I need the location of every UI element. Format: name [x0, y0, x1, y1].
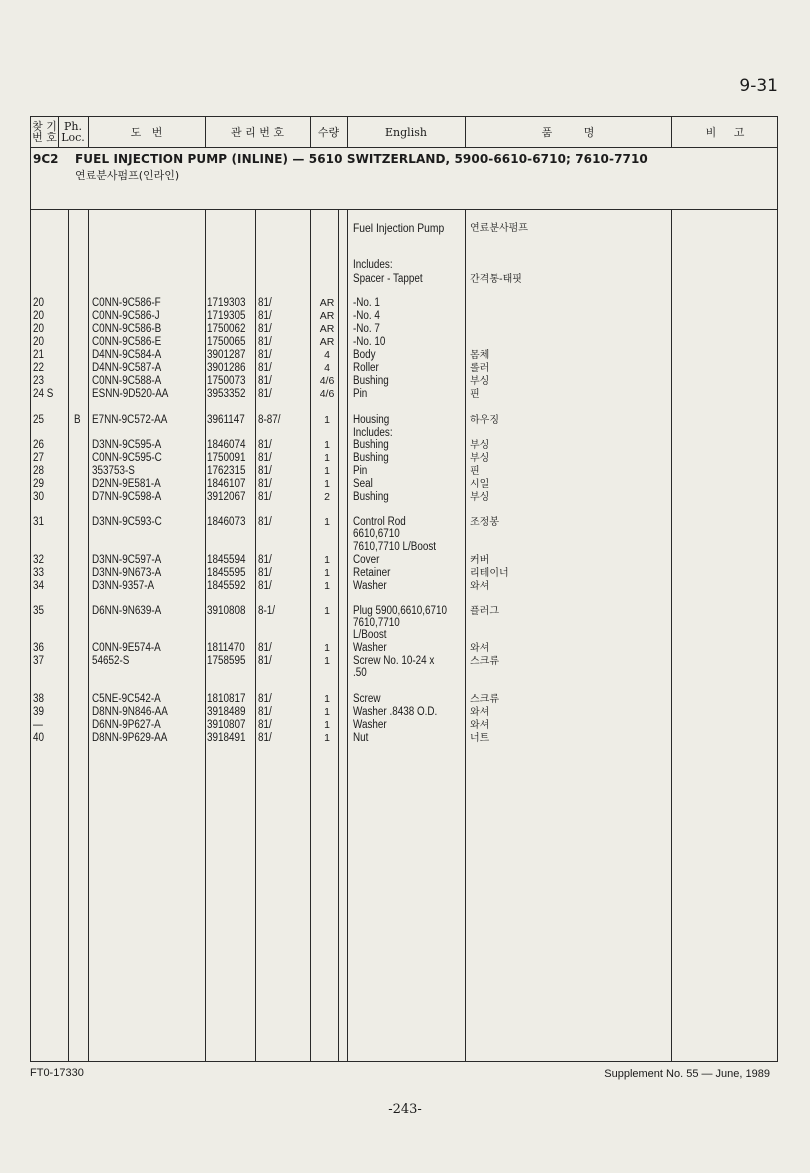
- cell-ref-no: 33: [33, 567, 45, 579]
- cell-korean-name: 연료분사펌프: [470, 223, 528, 234]
- cell-date-code: 81/: [258, 388, 272, 400]
- page-number: 9-31: [739, 76, 778, 96]
- cell-korean-name: 하우징: [470, 415, 499, 426]
- section-divider: [31, 209, 777, 210]
- parts-table: [30, 116, 778, 1062]
- cell-korean-name: 시일: [470, 479, 490, 490]
- cell-ref-no: 29: [33, 478, 45, 490]
- cell-date-code: 81/: [258, 516, 272, 528]
- cell-quantity: 4/6: [319, 388, 335, 400]
- cell-korean-name: 부싱: [470, 453, 490, 464]
- cell-part-number: D7NN-9C598-A: [92, 491, 162, 503]
- cell-part-number: C0NN-9C586-E: [92, 336, 162, 348]
- cell-mgmt-number: 3910807: [207, 719, 246, 731]
- cell-english-name: Bushing: [353, 439, 389, 451]
- cell-mgmt-number: 1750065: [207, 336, 246, 348]
- cell-ref-no: 27: [33, 452, 45, 464]
- cell-date-code: 8-87/: [258, 414, 281, 426]
- cell-date-code: 81/: [258, 297, 272, 309]
- cell-date-code: 81/: [258, 642, 272, 654]
- cell-korean-name: 부싱: [470, 376, 490, 387]
- cell-english-name: Spacer - Tappet: [353, 273, 423, 285]
- cell-english-name: 7610,7710: [353, 617, 400, 629]
- cell-mgmt-number: 3901286: [207, 362, 246, 374]
- cell-english-name: Pin: [353, 388, 368, 400]
- cell-ref-no: 30: [33, 491, 45, 503]
- col-line: [255, 209, 256, 1061]
- section-code: 9C2: [33, 152, 59, 166]
- cell-quantity: 4: [324, 349, 330, 361]
- cell-ref-no: 40: [33, 732, 45, 744]
- cell-quantity: 1: [324, 516, 330, 528]
- cell-ref-no: 26: [33, 439, 45, 451]
- cell-korean-name: 스크류: [470, 694, 499, 705]
- header-ref-no: 찾 기 번 호: [32, 120, 57, 144]
- cell-date-code: 81/: [258, 323, 272, 335]
- cell-part-number: 54652-S: [92, 655, 130, 667]
- cell-date-code: 81/: [258, 478, 272, 490]
- cell-quantity: 2: [324, 491, 330, 503]
- cell-english-name: -No. 10: [353, 336, 386, 348]
- cell-korean-name: 와셔: [470, 581, 490, 592]
- section-title: FUEL INJECTION PUMP (INLINE) — 5610 SWITZERLAND, 5900-6610-6710; 7610-7710: [75, 152, 648, 166]
- cell-ref-no: 36: [33, 642, 45, 654]
- cell-ref-no: 38: [33, 693, 45, 705]
- cell-ref-no: 32: [33, 554, 45, 566]
- cell-korean-name: 핀: [470, 389, 480, 400]
- cell-part-number: E7NN-9C572-AA: [92, 414, 168, 426]
- cell-date-code: 81/: [258, 439, 272, 451]
- header-korean-name: 품 명: [541, 125, 595, 139]
- cell-english-name: .50: [353, 667, 367, 679]
- cell-english-name: Body: [353, 349, 376, 361]
- cell-english-name: Bushing: [353, 375, 389, 387]
- cell-date-code: 81/: [258, 465, 272, 477]
- cell-part-number: C0NN-9C586-B: [92, 323, 162, 335]
- cell-quantity: 1: [324, 655, 330, 667]
- cell-english-name: Washer: [353, 580, 387, 592]
- cell-date-code: 81/: [258, 554, 272, 566]
- header-mgmt-no: 관 리 번 호: [231, 125, 284, 139]
- cell-ph-loc: B: [74, 414, 81, 426]
- cell-mgmt-number: 1846073: [207, 516, 246, 528]
- cell-english-name: 7610,7710 L/Boost: [353, 541, 437, 553]
- cell-quantity: 1: [324, 693, 330, 705]
- cell-korean-name: 몸체: [470, 350, 490, 361]
- cell-ref-no: 31: [33, 516, 45, 528]
- cell-ref-no: —: [33, 719, 43, 731]
- cell-english-name: -No. 7: [353, 323, 380, 335]
- cell-korean-name: 와셔: [470, 707, 490, 718]
- cell-mgmt-number: 1811470: [207, 642, 245, 654]
- cell-part-number: D8NN-9P629-AA: [92, 732, 168, 744]
- header-drawing-no: 도 번: [130, 125, 163, 139]
- cell-ref-no: 37: [33, 655, 45, 667]
- cell-part-number: D3NN-9C597-A: [92, 554, 162, 566]
- header-ph-loc: Ph. Loc.: [61, 120, 85, 144]
- col-line: [205, 209, 206, 1061]
- cell-mgmt-number: 1845594: [207, 554, 246, 566]
- cell-english-name: Retainer: [353, 567, 391, 579]
- cell-part-number: C0NN-9C588-A: [92, 375, 162, 387]
- cell-english-name: Includes:: [353, 427, 393, 439]
- cell-english-name: Fuel Injection Pump: [353, 221, 445, 235]
- cell-quantity: 1: [324, 478, 330, 490]
- cell-quantity: 1: [324, 580, 330, 592]
- cell-english-name: Seal: [353, 478, 373, 490]
- cell-korean-name: 플러그: [470, 606, 499, 617]
- cell-ref-no: 34: [33, 580, 45, 592]
- col-line: [465, 209, 466, 1061]
- cell-mgmt-number: 3918491: [207, 732, 246, 744]
- cell-english-name: L/Boost: [353, 629, 387, 641]
- cell-english-name: Washer .8438 O.D.: [353, 706, 438, 718]
- cell-part-number: D6NN-9N639-A: [92, 605, 162, 617]
- cell-korean-name: 부싱: [470, 492, 490, 503]
- cell-mgmt-number: 1719303: [207, 297, 246, 309]
- cell-mgmt-number: 3901287: [207, 349, 246, 361]
- cell-part-number: D6NN-9P627-A: [92, 719, 161, 731]
- cell-date-code: 81/: [258, 732, 272, 744]
- cell-mgmt-number: 1762315: [207, 465, 246, 477]
- cell-part-number: D3NN-9C595-A: [92, 439, 162, 451]
- cell-quantity: 1: [324, 439, 330, 451]
- cell-quantity: 1: [324, 605, 330, 617]
- cell-quantity: 1: [324, 414, 330, 426]
- cell-quantity: 1: [324, 567, 330, 579]
- header-divider: [31, 147, 777, 148]
- cell-mgmt-number: 1845592: [207, 580, 246, 592]
- cell-english-name: Nut: [353, 732, 369, 744]
- cell-mgmt-number: 1845595: [207, 567, 246, 579]
- cell-english-name: Bushing: [353, 452, 389, 464]
- cell-date-code: 81/: [258, 452, 272, 464]
- cell-korean-name: 와셔: [470, 720, 490, 731]
- cell-ref-no: 20: [33, 297, 45, 309]
- cell-korean-name: 핀: [470, 466, 480, 477]
- cell-ref-no: 22: [33, 362, 45, 374]
- cell-english-name: Cover: [353, 554, 380, 566]
- cell-ref-no: 20: [33, 323, 45, 335]
- col-line: [310, 209, 311, 1061]
- cell-part-number: 353753-S: [92, 465, 135, 477]
- footer-page-number: -243-: [388, 1102, 422, 1117]
- cell-part-number: D3NN-9357-A: [92, 580, 155, 592]
- cell-ref-no: 21: [33, 349, 45, 361]
- cell-english-name: Control Rod: [353, 516, 406, 528]
- col-line: [671, 209, 672, 1061]
- col-line: [68, 209, 69, 1061]
- cell-part-number: D4NN-9C584-A: [92, 349, 162, 361]
- footer-code: FT0-17330: [30, 1067, 84, 1079]
- cell-part-number: D8NN-9N846-AA: [92, 706, 168, 718]
- cell-english-name: -No. 1: [353, 297, 380, 309]
- cell-quantity: AR: [319, 310, 335, 322]
- cell-korean-name: 커버: [470, 555, 490, 566]
- cell-mgmt-number: 1719305: [207, 310, 246, 322]
- cell-part-number: ESNN-9D520-AA: [92, 388, 169, 400]
- cell-quantity: 1: [324, 706, 330, 718]
- col-line: [88, 209, 89, 1061]
- cell-english-name: Washer: [353, 642, 387, 654]
- cell-part-number: C0NN-9C586-J: [92, 310, 160, 322]
- cell-ref-no: 20: [33, 310, 45, 322]
- cell-date-code: 81/: [258, 310, 272, 322]
- cell-ref-no: 25: [33, 414, 45, 426]
- cell-ref-no: 24 S: [33, 388, 54, 400]
- cell-ref-no: 20: [33, 336, 45, 348]
- cell-part-number: C0NN-9C586-F: [92, 297, 161, 309]
- cell-part-number: C0NN-9E574-A: [92, 642, 161, 654]
- cell-part-number: D3NN-9C593-C: [92, 516, 162, 528]
- cell-english-name: Includes:: [353, 259, 393, 271]
- cell-ref-no: 39: [33, 706, 45, 718]
- header-english: English: [385, 125, 427, 139]
- header-qty: 수량: [317, 125, 340, 139]
- cell-korean-name: 스크류: [470, 656, 499, 667]
- cell-ref-no: 23: [33, 375, 45, 387]
- cell-quantity: 1: [324, 465, 330, 477]
- cell-english-name: Screw: [353, 693, 381, 705]
- cell-english-name: Plug 5900,6610,6710: [353, 605, 448, 617]
- cell-korean-name: 리테이너: [470, 568, 509, 579]
- cell-korean-name: 너트: [470, 733, 490, 744]
- cell-date-code: 81/: [258, 693, 272, 705]
- cell-mgmt-number: 1758595: [207, 655, 246, 667]
- header-remarks: 비 고: [705, 125, 745, 139]
- section-subtitle: 연료분사펌프(인라인): [75, 169, 180, 182]
- cell-date-code: 81/: [258, 706, 272, 718]
- cell-date-code: 81/: [258, 375, 272, 387]
- cell-quantity: AR: [319, 323, 335, 335]
- col-line: [347, 209, 348, 1061]
- cell-date-code: 81/: [258, 567, 272, 579]
- cell-korean-name: 부싱: [470, 440, 490, 451]
- cell-mgmt-number: 1810817: [207, 693, 246, 705]
- cell-ref-no: 35: [33, 605, 45, 617]
- cell-date-code: 8-1/: [258, 605, 276, 617]
- cell-quantity: AR: [319, 297, 335, 309]
- cell-date-code: 81/: [258, 362, 272, 374]
- cell-quantity: 1: [324, 642, 330, 654]
- cell-mgmt-number: 1846074: [207, 439, 246, 451]
- cell-date-code: 81/: [258, 655, 272, 667]
- cell-quantity: 4/6: [319, 375, 335, 387]
- cell-part-number: D3NN-9N673-A: [92, 567, 162, 579]
- cell-mgmt-number: 3912067: [207, 491, 246, 503]
- cell-ref-no: 28: [33, 465, 45, 477]
- cell-part-number: C0NN-9C595-C: [92, 452, 162, 464]
- cell-korean-name: 간격통-태핏: [470, 274, 522, 285]
- cell-english-name: Pin: [353, 465, 368, 477]
- cell-date-code: 81/: [258, 349, 272, 361]
- cell-korean-name: 조정봉: [470, 517, 499, 528]
- cell-mgmt-number: 1750062: [207, 323, 246, 335]
- cell-mgmt-number: 3961147: [207, 414, 245, 426]
- cell-part-number: C5NE-9C542-A: [92, 693, 161, 705]
- cell-english-name: 6610,6710: [353, 528, 400, 540]
- footer-supplement: Supplement No. 55 — June, 1989: [604, 1068, 770, 1080]
- cell-quantity: AR: [319, 336, 335, 348]
- cell-english-name: -No. 4: [353, 310, 380, 322]
- cell-korean-name: 롤러: [470, 363, 490, 374]
- cell-quantity: 4: [324, 362, 330, 374]
- cell-mgmt-number: 3953352: [207, 388, 246, 400]
- cell-date-code: 81/: [258, 580, 272, 592]
- cell-date-code: 81/: [258, 491, 272, 503]
- cell-english-name: Roller: [353, 362, 379, 374]
- cell-english-name: Housing: [353, 414, 390, 426]
- cell-part-number: D2NN-9E581-A: [92, 478, 161, 490]
- cell-mgmt-number: 3910808: [207, 605, 246, 617]
- cell-english-name: Bushing: [353, 491, 389, 503]
- cell-quantity: 1: [324, 554, 330, 566]
- cell-quantity: 1: [324, 719, 330, 731]
- cell-date-code: 81/: [258, 336, 272, 348]
- cell-english-name: Screw No. 10-24 x: [353, 655, 435, 667]
- cell-korean-name: 와셔: [470, 643, 490, 654]
- cell-mgmt-number: 3918489: [207, 706, 246, 718]
- cell-quantity: 1: [324, 732, 330, 744]
- cell-mgmt-number: 1750091: [207, 452, 246, 464]
- cell-mgmt-number: 1750073: [207, 375, 246, 387]
- cell-mgmt-number: 1846107: [207, 478, 246, 490]
- cell-english-name: Washer: [353, 719, 387, 731]
- cell-quantity: 1: [324, 452, 330, 464]
- cell-date-code: 81/: [258, 719, 272, 731]
- cell-part-number: D4NN-9C587-A: [92, 362, 162, 374]
